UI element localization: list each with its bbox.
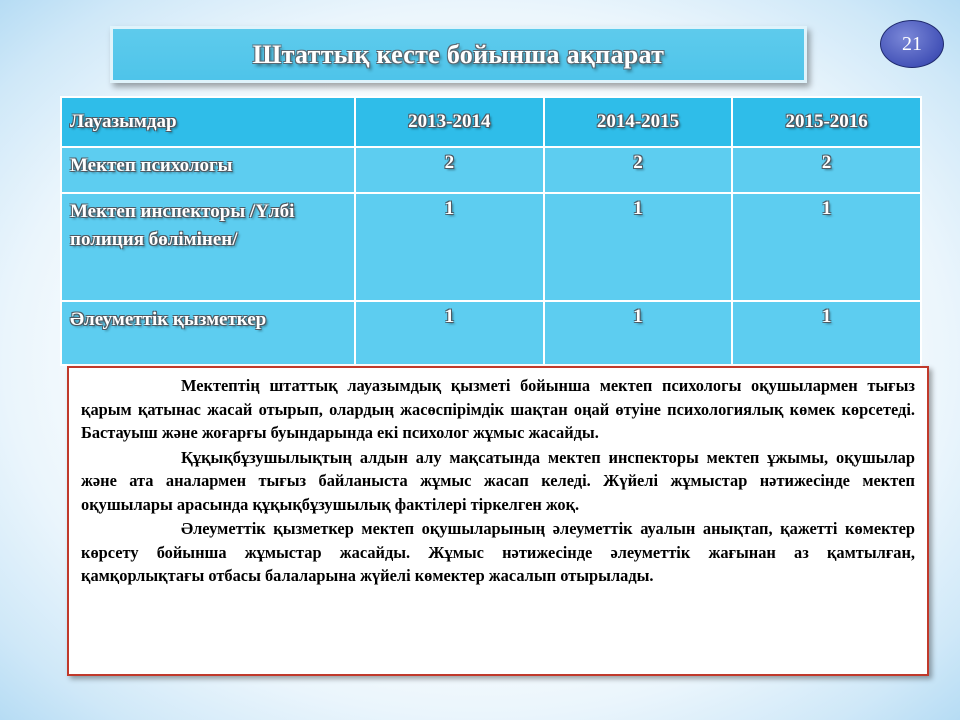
column-header-year: 2015-2016: [732, 97, 921, 147]
page-title: Штаттық кесте бойынша ақпарат: [252, 39, 665, 69]
table-cell-value: 2: [544, 147, 733, 193]
table-header-row: [61, 97, 921, 147]
table-cell-position: Мектеп психологы: [61, 147, 355, 193]
table-cell-value: 1: [544, 193, 733, 301]
table-row: [61, 301, 921, 365]
page-number: 21: [902, 32, 922, 55]
table-row: [61, 193, 921, 301]
table-cell-position: Әлеуметтік қызметкер: [61, 301, 355, 365]
table-cell-value: 1: [355, 193, 544, 301]
table-cell-value: 2: [732, 147, 921, 193]
staff-table: [60, 96, 922, 366]
column-header-year: 2013-2014: [355, 97, 544, 147]
column-header-year: 2014-2015: [544, 97, 733, 147]
title-banner: [110, 26, 807, 83]
table-row: [61, 147, 921, 193]
table-cell-position: Мектеп инспекторы /Үлбі полиция бөлімінен/: [61, 193, 355, 301]
table-cell-value: 2: [355, 147, 544, 193]
paragraph-psychologist: Мектептің штаттық лауазымдық қызметі бойынша мектеп психологы оқушылармен тығыз қарым қатынас жасай отырып, олардың жасөспірімдік шақтан оңай өтуіне психологиялық көмек көрсетеді. Бастауыш және жоғарғы буындарында екі психолог жұмыс жасайды.: [81, 376, 915, 442]
description-textbox: [67, 366, 929, 676]
table-cell-value: 1: [355, 301, 544, 365]
column-header-position: Лауазымдар: [61, 97, 355, 147]
table-cell-value: 1: [544, 301, 733, 365]
paragraph-inspector: Құқықбұзушылықтың алдын алу мақсатында мектеп инспекторы мектеп ұжымы, оқушылар және ата аналармен тығыз байланыста жұмыс жасап келеді. Жүйелі жұмыстар нәтижесінде мектеп оқушылары арасында құқықбұзушылық фактілері тіркелген жоқ.: [81, 447, 915, 514]
table-cell-value: 1: [732, 301, 921, 365]
page-number-badge: [880, 20, 944, 68]
table-cell-value: 1: [732, 193, 921, 301]
paragraph-social-worker: Әлеуметтік қызметкер мектеп оқушыларының әлеуметтік ауалын анықтап, қажетті көмектер көрсету бойынша жұмыстар жасайды. Жұмыс нәтижесінде әлеуметтік жағынан аз қамтылған, қамқорлықтағы отбасы балаларына жүйелі көмектер жасалып отырылады.: [81, 519, 915, 585]
